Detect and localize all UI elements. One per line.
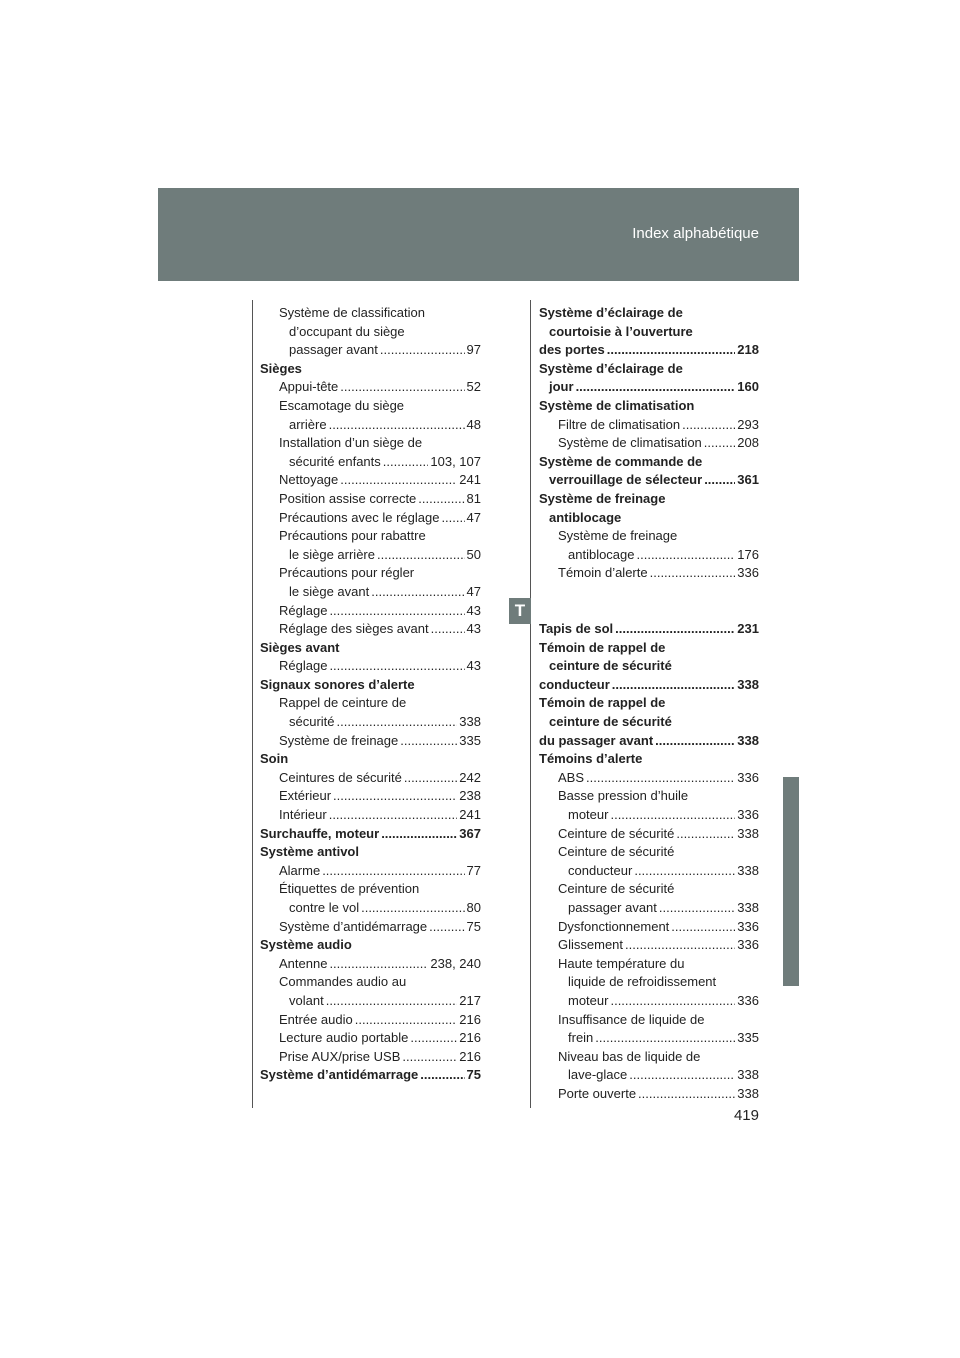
entry-text: Ceinture de sécurité: [558, 844, 675, 860]
index-entry: [539, 973, 759, 992]
leader-dots: [625, 936, 735, 955]
index-heading: [539, 639, 759, 658]
index-entry: [539, 1085, 759, 1104]
entry-text: Système audio: [260, 937, 352, 953]
entry-text: Tapis de sol: [539, 621, 614, 637]
index-entry: [539, 936, 759, 955]
leader-dots: [634, 862, 735, 881]
index-entry: [539, 806, 759, 825]
leader-dots: [329, 955, 428, 974]
entry-text: Insuffisance de liquide de: [558, 1011, 705, 1027]
page-reference: 338: [737, 676, 759, 692]
leader-dots: [650, 564, 736, 583]
leader-dots: [431, 620, 465, 639]
leader-dots: [400, 732, 457, 751]
leader-dots: [576, 378, 736, 397]
page-reference: 81: [466, 490, 481, 506]
center-divider: [530, 300, 531, 1108]
page-reference: 361: [737, 472, 759, 488]
entry-text: antiblocage: [568, 546, 635, 562]
page-reference: 97: [466, 342, 481, 358]
index-entry: [539, 1011, 759, 1030]
entry-text: Basse pression d’huile: [558, 788, 689, 804]
index-entry: [539, 416, 759, 435]
entry-text: Ceinture de sécurité: [558, 881, 675, 897]
leader-dots: [595, 1029, 735, 1048]
index-entry: [260, 416, 481, 435]
entry-text: Témoin d’alerte: [558, 565, 648, 581]
page-reference: 336: [737, 918, 759, 934]
page-reference: 43: [466, 658, 481, 674]
page-reference: 218: [737, 342, 759, 358]
leader-dots: [361, 899, 464, 918]
entry-text: arrière: [289, 416, 327, 432]
page-reference: 47: [466, 509, 481, 525]
entry-text: Appui-tête: [279, 379, 339, 395]
index-column-left: [260, 304, 481, 1085]
index-entry: [539, 880, 759, 899]
index-entry: [539, 899, 759, 918]
entry-text: conducteur: [568, 862, 633, 878]
page-reference: 43: [466, 602, 481, 618]
index-entry: [260, 787, 481, 806]
leader-dots: [377, 546, 465, 565]
index-entry: [260, 862, 481, 881]
entry-text: Précautions pour rabattre: [279, 528, 426, 544]
leader-dots: [612, 676, 736, 695]
header-title: Index alphabétique: [632, 225, 759, 242]
index-entry: [260, 397, 481, 416]
page-reference: 52: [466, 379, 481, 395]
leader-dots: [682, 416, 735, 435]
index-entry: [260, 378, 481, 397]
entry-text: Intérieur: [279, 807, 327, 823]
page-reference: 103, 107: [430, 453, 481, 469]
entry-text: Système d’éclairage de: [539, 305, 683, 320]
entry-text: liquide de refroidissement: [568, 974, 717, 990]
entry-text: Antenne: [279, 955, 328, 971]
index-entry: [260, 509, 481, 528]
leader-dots: [333, 787, 457, 806]
index-entry: [260, 973, 481, 992]
index-entry: [260, 490, 481, 509]
leader-dots: [607, 341, 736, 360]
entry-text: Étiquettes de prévention: [279, 881, 420, 897]
leader-dots: [329, 806, 458, 825]
entry-text: Système d’antidémarrage: [260, 1067, 419, 1083]
leader-dots: [381, 825, 457, 844]
entry-text: ABS: [558, 769, 585, 785]
entry-text: Extérieur: [279, 788, 332, 804]
entry-text: Installation d’un siège de: [279, 435, 423, 451]
page-reference: 43: [466, 621, 481, 637]
entry-text: jour: [549, 379, 574, 395]
index-heading: [539, 378, 759, 397]
index-entry: [260, 1029, 481, 1048]
entry-text: Sièges: [260, 360, 302, 376]
page-reference: 216: [459, 1011, 481, 1027]
entry-text: Système de climatisation: [558, 435, 702, 451]
index-entry: [260, 434, 481, 453]
leader-dots: [329, 416, 465, 435]
entry-text: Escamotage du siège: [279, 397, 405, 413]
entry-text: verrouillage de sélecteur: [549, 472, 703, 488]
entry-text: Lecture audio portable: [279, 1030, 409, 1046]
index-heading: [539, 341, 759, 360]
page-reference: 80: [466, 900, 481, 915]
index-entry: [539, 992, 759, 1011]
page-reference: 242: [459, 769, 481, 785]
entry-text: Système de commande de: [539, 453, 703, 469]
entry-text: Témoins d’alerte: [539, 751, 643, 767]
leader-dots: [322, 862, 464, 881]
leader-dots: [629, 1066, 735, 1085]
page-reference: 338: [737, 1085, 759, 1101]
leader-dots: [340, 471, 457, 490]
entry-text: Témoin de rappel de: [539, 695, 666, 711]
entry-text: Précautions avec le réglage: [279, 509, 440, 525]
page-reference: 338: [737, 825, 759, 841]
index-entry: [539, 843, 759, 862]
spacer: [539, 602, 759, 621]
entry-text: Système d’éclairage de: [539, 360, 683, 376]
index-heading: [539, 657, 759, 676]
leader-dots: [615, 620, 735, 639]
index-entry: [539, 955, 759, 974]
index-entry: [260, 546, 481, 565]
page-reference: 335: [737, 1030, 759, 1046]
index-heading: [539, 471, 759, 490]
entry-text: du passager avant: [539, 732, 654, 748]
index-entry: [260, 602, 481, 621]
leader-dots: [637, 546, 736, 565]
page-reference: 338: [737, 900, 759, 915]
entry-text: des portes: [539, 342, 605, 358]
leader-dots: [383, 453, 429, 472]
index-heading: [539, 620, 759, 639]
index-entry: [260, 992, 481, 1011]
index-entry: [539, 1048, 759, 1067]
leader-dots: [355, 1011, 458, 1030]
page-reference: 48: [466, 416, 481, 432]
leader-dots: [380, 341, 465, 360]
leader-dots: [659, 899, 735, 918]
entry-text: Commandes audio au: [279, 974, 407, 990]
entry-text: le siège avant: [289, 583, 370, 599]
entry-text: Niveau bas de liquide de: [558, 1048, 701, 1064]
page-number: 419: [733, 1107, 759, 1124]
index-entry: [260, 955, 481, 974]
index-heading: [539, 490, 759, 509]
index-heading: [539, 397, 759, 416]
index-entry: [260, 899, 481, 918]
leader-dots: [441, 509, 464, 528]
page-reference: 335: [459, 732, 481, 748]
index-entry: [260, 564, 481, 583]
left-divider: [252, 300, 253, 1108]
entry-text: Alarme: [279, 862, 321, 878]
page-reference: 77: [466, 862, 481, 878]
page-reference: 75: [466, 918, 481, 934]
entry-text: Filtre de climatisation: [558, 416, 681, 432]
entry-text: Haute température du: [558, 955, 685, 971]
leader-dots: [410, 1029, 457, 1048]
index-entry: [539, 527, 759, 546]
index-entry: [539, 564, 759, 583]
entry-text: ceinture de sécurité: [549, 658, 672, 674]
entry-text: lave-glace: [568, 1067, 628, 1083]
entry-text: volant: [289, 992, 324, 1008]
index-column-right: [539, 304, 759, 1104]
entry-text: contre le vol: [289, 900, 360, 915]
index-heading: [539, 713, 759, 732]
leader-dots: [610, 992, 735, 1011]
index-entry: [539, 1029, 759, 1048]
entry-text: moteur: [568, 992, 609, 1008]
entry-text: courtoisie à l’ouverture: [549, 323, 693, 339]
page-reference: 367: [459, 825, 481, 841]
entry-text: passager avant: [568, 900, 657, 915]
entry-text: Réglage: [279, 602, 328, 618]
page-reference: 238, 240: [430, 955, 481, 971]
leader-dots: [404, 769, 457, 788]
index-heading: [539, 750, 759, 769]
leader-dots: [329, 602, 464, 621]
entry-text: Position assise correcte: [279, 490, 417, 506]
index-entry: [260, 1011, 481, 1030]
leader-dots: [371, 583, 464, 602]
page-reference: 336: [737, 992, 759, 1008]
index-entry: [539, 546, 759, 565]
index-entry: [260, 880, 481, 899]
index-entry: [539, 434, 759, 453]
entry-text: Réglage des sièges avant: [279, 621, 429, 637]
page-reference: 47: [466, 583, 481, 599]
entry-text: passager avant: [289, 342, 378, 358]
index-entry: [260, 341, 481, 360]
entry-text: Ceinture de sécurité: [558, 825, 675, 841]
entry-text: Système de freinage: [279, 732, 399, 748]
leader-dots: [329, 657, 464, 676]
entry-text: ceinture de sécurité: [549, 714, 672, 730]
page-reference: 241: [459, 807, 481, 823]
entry-text: Système d’antidémarrage: [279, 918, 428, 934]
index-entry: [260, 694, 481, 713]
entry-text: Signaux sonores d’alerte: [260, 676, 415, 692]
index-entry: [539, 825, 759, 844]
entry-text: sécurité: [289, 714, 335, 730]
leader-dots: [429, 918, 464, 937]
index-heading: [260, 639, 481, 658]
index-entry: [260, 713, 481, 732]
index-heading: [539, 694, 759, 713]
index-entry: [260, 471, 481, 490]
leader-dots: [418, 490, 464, 509]
page-reference: 176: [737, 546, 759, 562]
entry-text: Dysfonctionnement: [558, 918, 670, 934]
page-reference: 336: [737, 565, 759, 581]
index-entry: [260, 527, 481, 546]
entry-text: Système de classification: [279, 305, 425, 320]
index-heading: [539, 509, 759, 528]
entry-text: Rappel de ceinture de: [279, 695, 407, 711]
index-heading: [539, 360, 759, 379]
entry-text: Système de freinage: [558, 528, 678, 544]
entry-text: Glissement: [558, 937, 624, 953]
index-entry: [260, 732, 481, 751]
leader-dots: [655, 732, 735, 751]
leader-dots: [676, 825, 735, 844]
leader-dots: [337, 713, 458, 732]
entry-text: d’occupant du siège: [289, 323, 405, 339]
index-heading: [260, 843, 481, 862]
index-entry: [260, 304, 481, 323]
index-entry: [260, 583, 481, 602]
index-heading: [260, 825, 481, 844]
index-entry: [539, 862, 759, 881]
entry-text: conducteur: [539, 676, 610, 692]
leader-dots: [704, 471, 735, 490]
entry-text: sécurité enfants: [289, 453, 381, 469]
index-entry: [260, 453, 481, 472]
index-entry: [260, 769, 481, 788]
entry-text: Système antivol: [260, 844, 359, 860]
index-entry: [260, 1048, 481, 1067]
entry-text: moteur: [568, 807, 609, 823]
leader-dots: [402, 1048, 457, 1067]
page-reference: 216: [459, 1030, 481, 1046]
index-heading: [539, 323, 759, 342]
index-entry: [539, 787, 759, 806]
index-entry: [260, 806, 481, 825]
entry-text: Précautions pour régler: [279, 565, 415, 581]
page-reference: 50: [466, 546, 481, 562]
page-reference: 75: [466, 1067, 481, 1083]
entry-text: Porte ouverte: [558, 1085, 637, 1101]
index-entry: [260, 620, 481, 639]
entry-text: Système de freinage: [539, 490, 666, 506]
index-heading: [260, 1066, 481, 1085]
page-reference: 216: [459, 1048, 481, 1064]
leader-dots: [326, 992, 458, 1011]
entry-text: Soin: [260, 751, 289, 767]
entry-text: Sièges avant: [260, 639, 340, 655]
leader-dots: [420, 1066, 464, 1085]
page-reference: 217: [459, 992, 481, 1008]
header-band: [158, 188, 799, 281]
page-reference: 231: [737, 621, 759, 637]
entry-text: Entrée audio: [279, 1011, 353, 1027]
entry-text: Ceintures de sécurité: [279, 769, 402, 785]
entry-text: Système de climatisation: [539, 397, 695, 413]
page-reference: 338: [459, 714, 481, 730]
entry-text: Réglage: [279, 658, 328, 674]
leader-dots: [638, 1085, 735, 1104]
page-reference: 160: [737, 379, 759, 395]
entry-text: Témoin de rappel de: [539, 639, 666, 655]
leader-dots: [671, 918, 735, 937]
entry-text: Surchauffe, moteur: [260, 825, 380, 841]
page-reference: 338: [737, 1067, 759, 1083]
index-entry: [260, 323, 481, 342]
page-reference: 241: [459, 472, 481, 488]
index-entry: [539, 1066, 759, 1085]
entry-text: Nettoyage: [279, 472, 339, 488]
index-entry: [260, 657, 481, 676]
page-reference: 238: [459, 788, 481, 804]
leader-dots: [610, 806, 735, 825]
entry-text: Prise AUX/prise USB: [279, 1048, 401, 1064]
index-heading: [539, 732, 759, 751]
page-reference: 336: [737, 769, 759, 785]
page-reference: 338: [737, 732, 759, 748]
index-entry: [539, 769, 759, 788]
leader-dots: [586, 769, 735, 788]
spacer: [539, 583, 759, 602]
index-heading: [260, 936, 481, 955]
page-reference: 293: [737, 416, 759, 432]
leader-dots: [704, 434, 736, 453]
index-heading: [260, 676, 481, 695]
section-letter-badge: T: [509, 598, 531, 624]
index-heading: [539, 304, 759, 323]
index-heading: [539, 676, 759, 695]
page-reference: 336: [737, 937, 759, 953]
entry-text: frein: [568, 1030, 594, 1046]
page-reference: 208: [737, 435, 759, 451]
entry-text: le siège arrière: [289, 546, 375, 562]
page-reference: 338: [737, 862, 759, 878]
index-heading: [260, 360, 481, 379]
index-entry: [260, 918, 481, 937]
chapter-thumb-tab: [783, 777, 799, 986]
leader-dots: [340, 378, 464, 397]
entry-text: antiblocage: [549, 509, 622, 525]
index-heading: [539, 453, 759, 472]
index-heading: [260, 750, 481, 769]
index-entry: [539, 918, 759, 937]
page-reference: 336: [737, 807, 759, 823]
